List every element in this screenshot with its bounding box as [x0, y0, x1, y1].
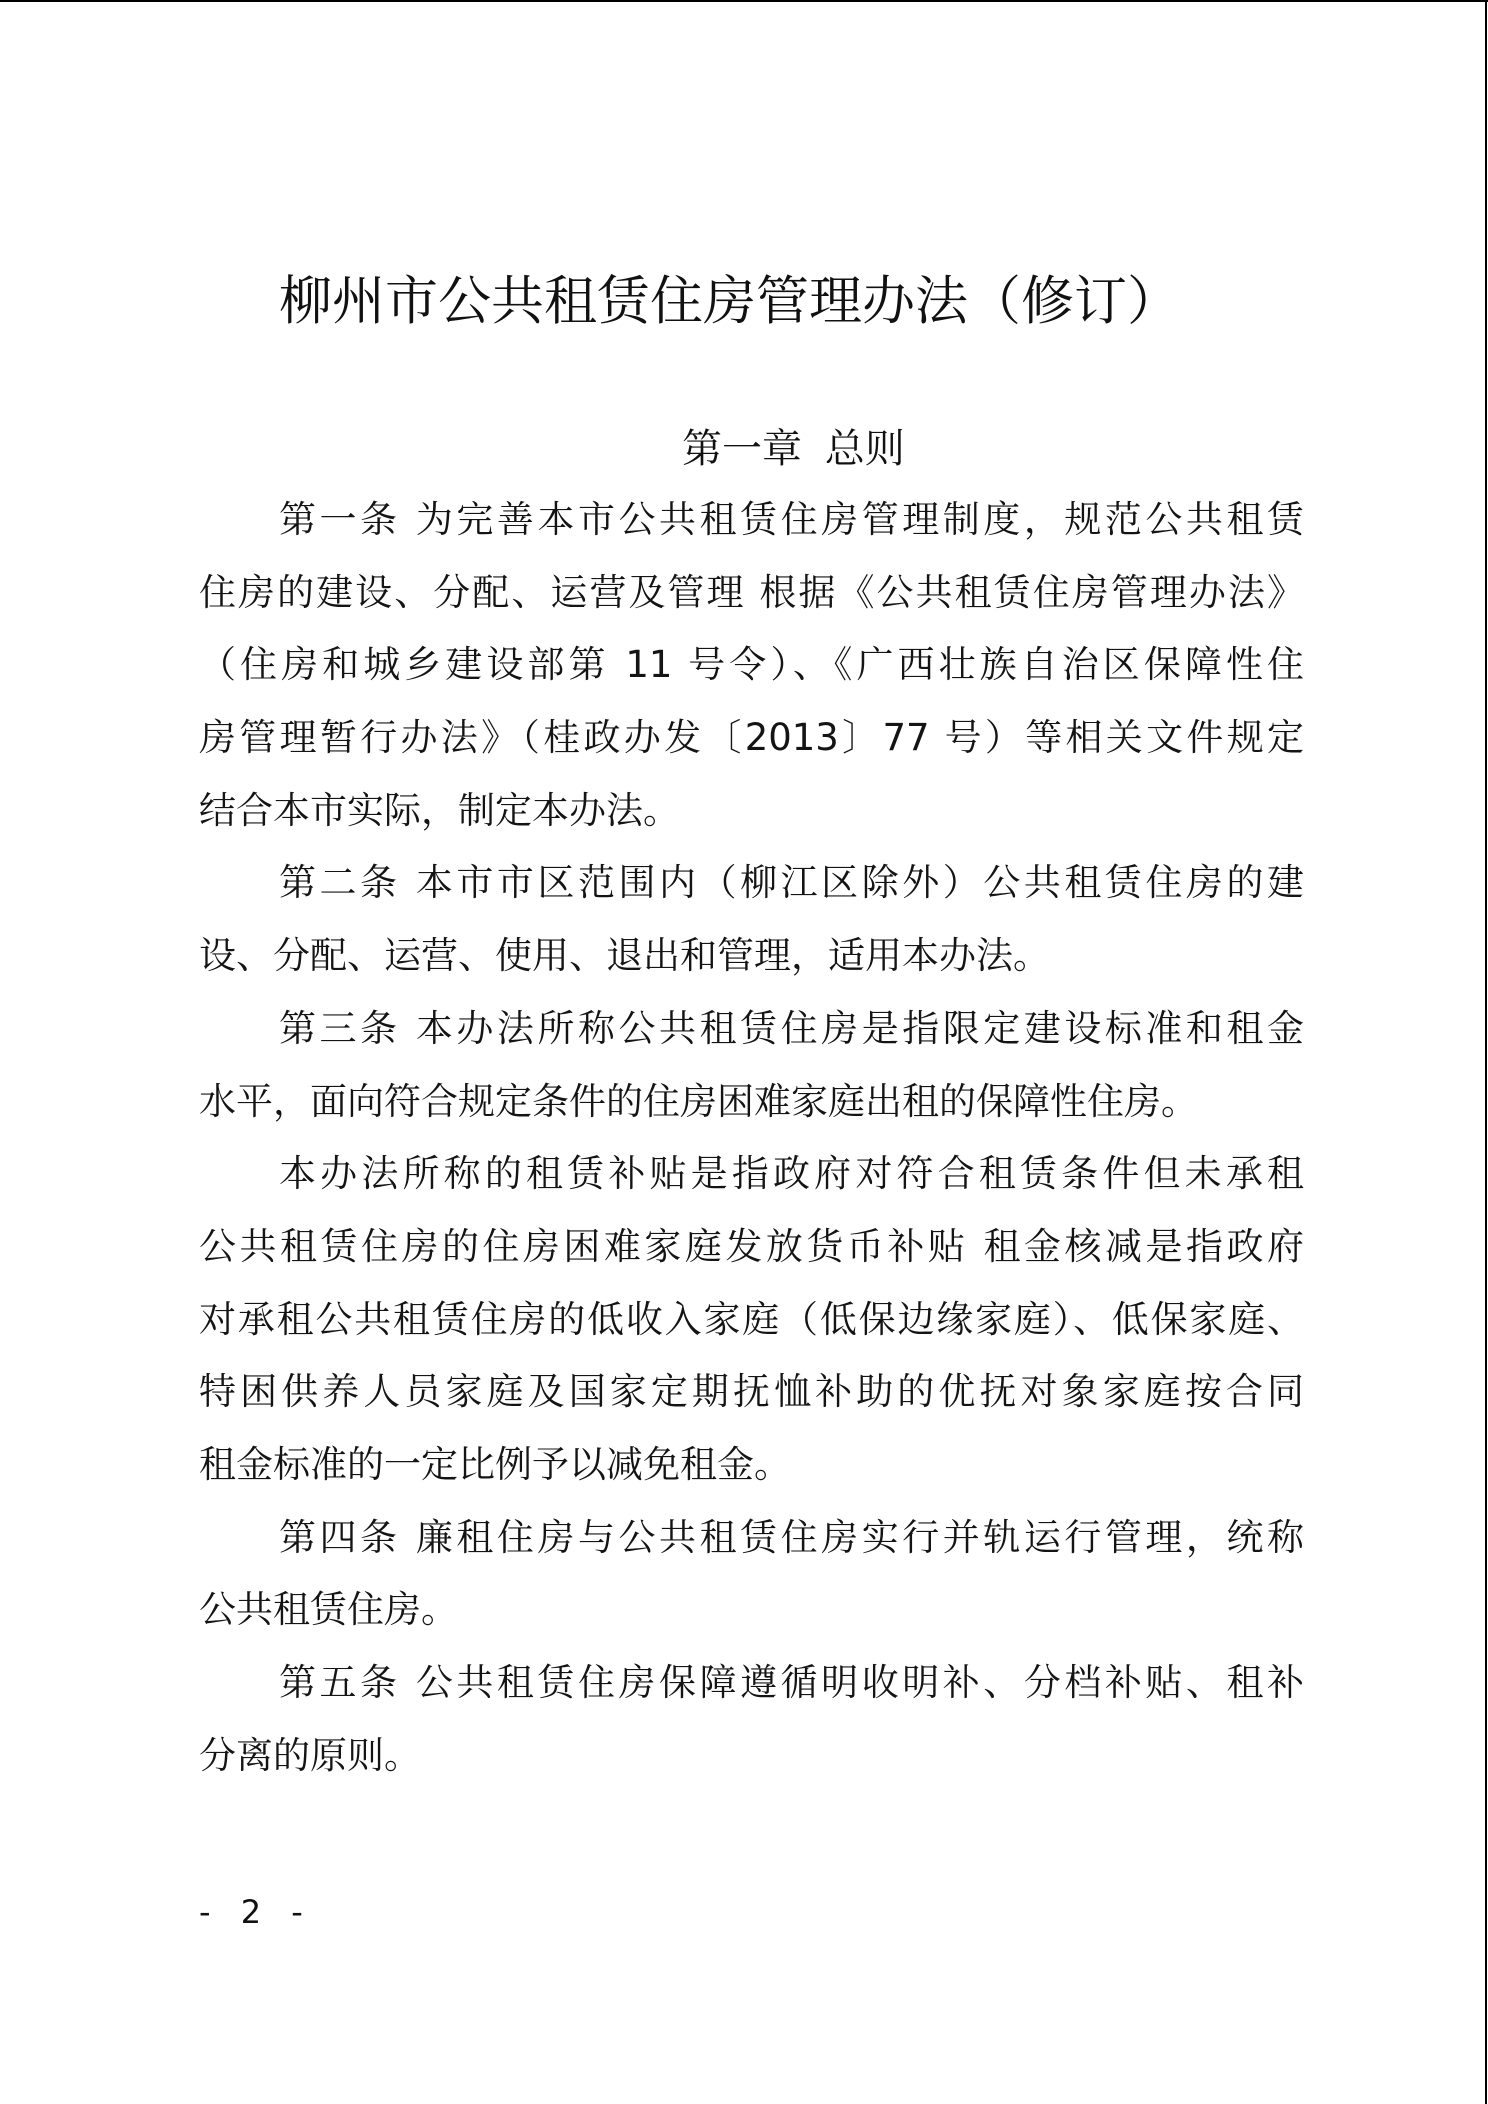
text-line: 租金标准的一定比例予以减免租金。 [199, 1442, 791, 1486]
article-paragraph [199, 847, 1304, 992]
text-line: 本办法所称的租赁补贴是指政府对符合租赁条件但未承租 [279, 1152, 1304, 1196]
document-body [199, 484, 1304, 1792]
text-line: 公共租赁住房。 [199, 1588, 458, 1632]
text-line: 分离的原则。 [199, 1733, 421, 1777]
page-top-rule [0, 0, 1488, 2]
text-line: 房管理暂行办法》（桂政办发〔2013〕77 号）等相关文件规定 [199, 716, 1304, 760]
article-paragraph [199, 1647, 1304, 1792]
text-line: 设、分配、运营、使用、退出和管理，适用本办法。 [199, 934, 1050, 978]
text-line: （住房和城乡建设部第 11 号令）、《广西壮族自治区保障性住 [199, 643, 1304, 687]
document-title: 柳州市公共租赁住房管理办法（修订） [279, 271, 1180, 332]
text-line: 结合本市实际，制定本办法。 [199, 788, 680, 832]
article-paragraph [199, 484, 1304, 847]
text-line: 公共租赁住房的住房困难家庭发放货币补贴 租金核减是指政府 [199, 1224, 1304, 1268]
text-line: 第五条 公共租赁住房保障遵循明收明补、分档补贴、租补 [279, 1661, 1304, 1704]
text-line: 第三条 本办法所称公共租赁住房是指限定建设标准和租金 [279, 1006, 1304, 1050]
text-line: 水平，面向符合规定条件的住房困难家庭出租的保障性住房。 [199, 1079, 1198, 1123]
page-right-rule [1485, 0, 1487, 2104]
text-line: 住房的建设、分配、运营及管理 根据《公共租赁住房管理办法》 [199, 570, 1304, 614]
text-line: 第一条 为完善本市公共租赁住房管理制度，规范公共租赁 [279, 498, 1304, 541]
article-paragraph [199, 1138, 1304, 1501]
text-line: 第二条 本市市区范围内（柳江区除外）公共租赁住房的建 [279, 861, 1304, 905]
page-number: - 2 - [199, 1893, 307, 1931]
text-line: 对承租公共租赁住房的低收入家庭（低保边缘家庭）、低保家庭、 [199, 1297, 1304, 1341]
text-line: 特困供养人员家庭及国家定期抚恤补助的优抚对象家庭按合同 [199, 1370, 1304, 1414]
article-paragraph [199, 1502, 1304, 1647]
chapter-heading: 第一章 总则 [682, 426, 905, 472]
text-line: 第四条 廉租住房与公共租赁住房实行并轨运行管理，统称 [279, 1515, 1304, 1559]
article-paragraph [199, 993, 1304, 1138]
